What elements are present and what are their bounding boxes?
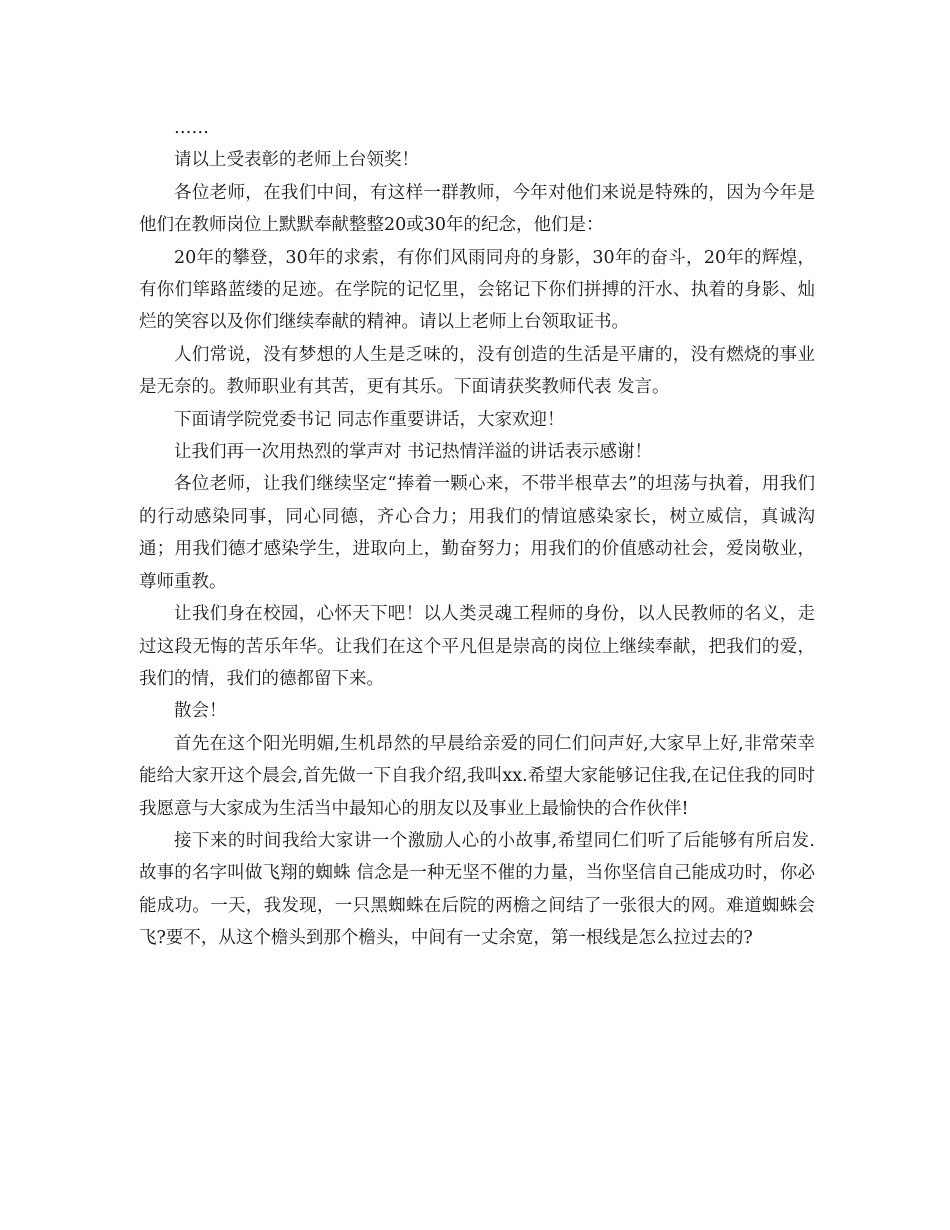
document-body [139,112,815,955]
paragraph-special-teachers: 各位老师，在我们中间，有这样一群教师，今年对他们来说是特殊的，因为今年是他们在教师岗位上默默奉献整整20或30年的纪念，他们是： [139,182,815,236]
paragraph-commitment: 各位老师，让我们继续坚定“捧着一颗心来，不带半根草去”的坦荡与执着，用我们的行动感染同事，同心同德，齐心合力；用我们的情谊感染家长，树立威信，真诚沟通；用我们德才感染学生，进取向上，勤奋努力；用我们的价值感动社会，爱岗敬业，尊师重教。 [139,474,815,592]
paragraph-secretary-speech: 下面请学院党委书记 同志作重要讲话，大家欢迎！ [174,409,565,430]
paragraph-spider-story: 接下来的时间我给大家讲一个激励人心的小故事,希望同仁们听了后能够有所启发.故事的名字叫做飞翔的蜘蛛 信念是一种无坚不催的力量，当你坚信自己能成功时，你必能成功。一天，我发现，一只黑蜘蛛在后院的两檐之间结了一张很大的网。难道蜘蛛会飞?要不，从这个檐头到那个檐头，中间有一丈余宽，第一根线是怎么拉过去的? [139,830,815,949]
paragraph-teacher-speech: 人们常说，没有梦想的人生是乏味的，没有创造的生活是平庸的，没有燃烧的事业是无奈的。教师职业有其苦，更有其乐。下面请获奖教师代表 发言。 [139,344,815,398]
paragraph-applause-thanks: 让我们再一次用热烈的掌声对 书记热情洋溢的讲话表示感谢！ [174,442,653,463]
paragraph-call-to-action: 让我们身在校园，心怀天下吧！以人类灵魂工程师的身份，以人民教师的名义，走过这段无悔的苦乐年华。让我们在这个平凡但是崇高的岗位上继续奉献，把我们的爱，我们的情，我们的德都留下来。 [139,604,815,689]
paragraph-morning-greeting: 首先在这个阳光明媚,生机昂然的早晨给亲爱的同仁们问声好,大家早上好,非常荣幸能给大家开这个晨会,首先做一下自我介绍,我叫xx.希望大家能够记住我,在记住我的同时我愿意与大家成为生活当中最知心的朋友以及事业上最愉快的合作伙伴! [139,733,815,819]
paragraph-award-invitation: 请以上受表彰的老师上台领奖！ [174,150,419,171]
paragraph-ellipsis: …… [174,118,209,138]
paragraph-meeting-adjourned: 散会！ [174,701,227,722]
paragraph-years-tribute: 20年的攀登，30年的求索，有你们风雨同舟的身影，30年的奋斗，20年的辉煌，有你们筚路蓝缕的足迹。在学院的记忆里，会铭记下你们拼搏的汗水、执着的身影、灿烂的笑容以及你们继续奉献的精神。请以上老师上台领取证书。 [139,247,815,333]
